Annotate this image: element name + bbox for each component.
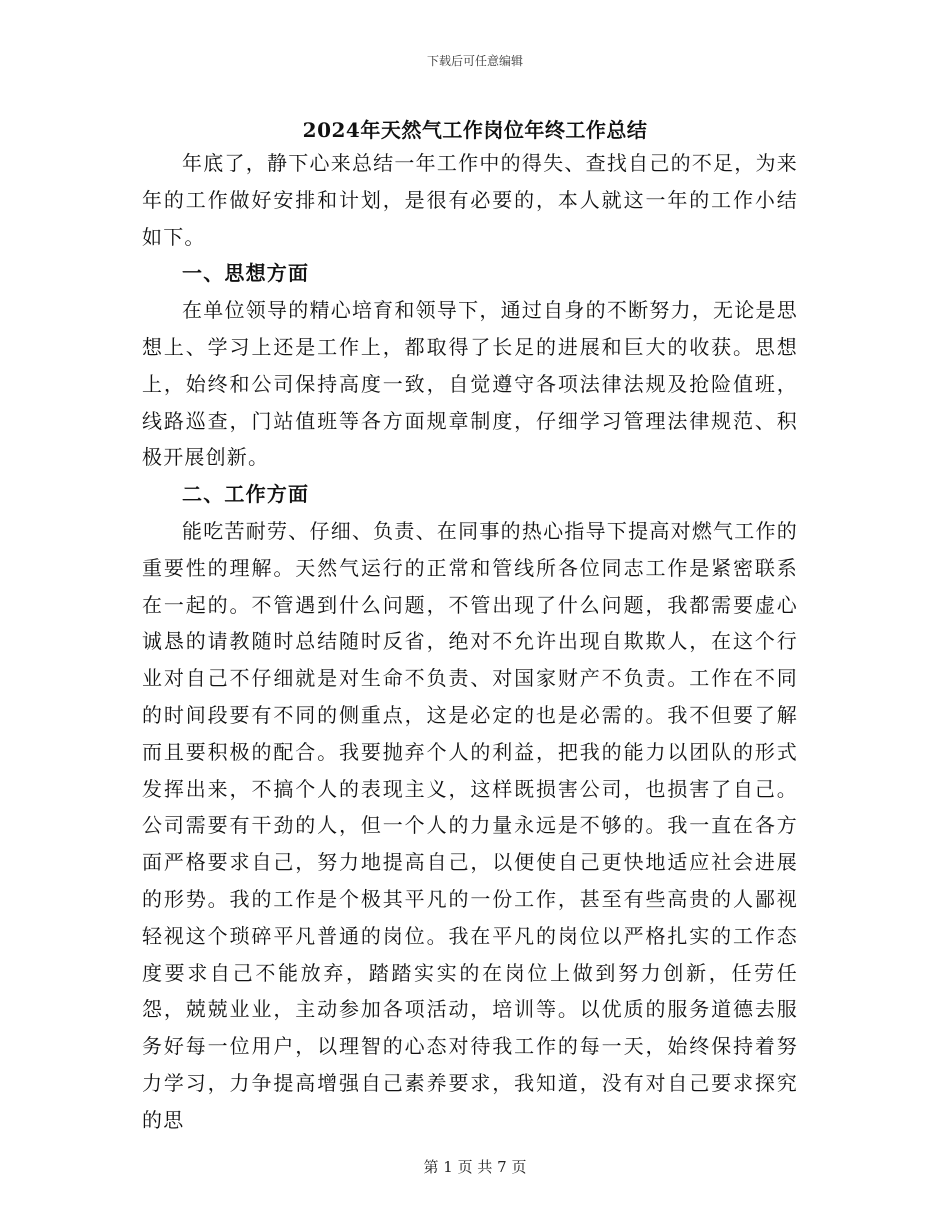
document-title: 2024年天然气工作岗位年终工作总结	[302, 118, 648, 142]
section-heading-work: 二、工作方面	[182, 482, 310, 507]
document-body	[142, 145, 798, 1139]
section-paragraph-thought: 在单位领导的精心培育和领导下，通过自身的不断努力，无论是思想上、学习上还是工作上，都取得了长足的进展和巨大的收获。思想上，始终和公司保持高度一致，自觉遵守各项法律法规及抢险值班，线路巡查，门站值班等各方面规章制度，仔细学习管理法律规范、积极开展创新。	[142, 298, 798, 470]
section-heading-thought: 一、思想方面	[182, 261, 310, 286]
section-paragraph-work: 能吃苦耐劳、仔细、负责、在同事的热心指导下提高对燃气工作的重要性的理解。天然气运行的正常和管线所各位同志工作是紧密联系在一起的。不管遇到什么问题，不管出现了什么问题，我都需要虚心诚恳的请教随时总结随时反省，绝对不允许出现自欺欺人，在这个行业对自己不仔细就是对生命不负责、对国家财产不负责。工作在不同的时间段要有不同的侧重点，这是必定的也是必需的。我不但要了解而且要积极的配合。我要抛弃个人的利益，把我的能力以团队的形式发挥出来，不搞个人的表现主义，这样既损害公司，也损害了自己。公司需要有干劲的人，但一个人的力量永远是不够的。我一直在各方面严格要求自己，努力地提高自己，以便使自己更快地适应社会进展的形势。我的工作是个极其平凡的一份工作，甚至有些高贵的人鄙视轻视这个琐碎平凡普通的岗位。我在平凡的岗位以严格扎实的工作态度要求自己不能放弃，踏踏实实的在岗位上做到努力创新，任劳任怨，兢兢业业，主动参加各项活动，培训等。以优质的服务道德去服务好每一位用户，以理智的心态对待我工作的每一天，始终保持着努力学习，力争提高增强自己素养要求，我知道，没有对自己要求探究的思	[142, 518, 798, 1132]
page-header-note: 下载后可任意编辑	[426, 54, 523, 68]
page-number: 第 1 页 共 7 页	[423, 1158, 527, 1176]
intro-paragraph: 年底了，静下心来总结一年工作中的得失、查找自己的不足，为来年的工作做好安排和计划，是很有必要的，本人就这一年的工作小结如下。	[142, 151, 798, 249]
